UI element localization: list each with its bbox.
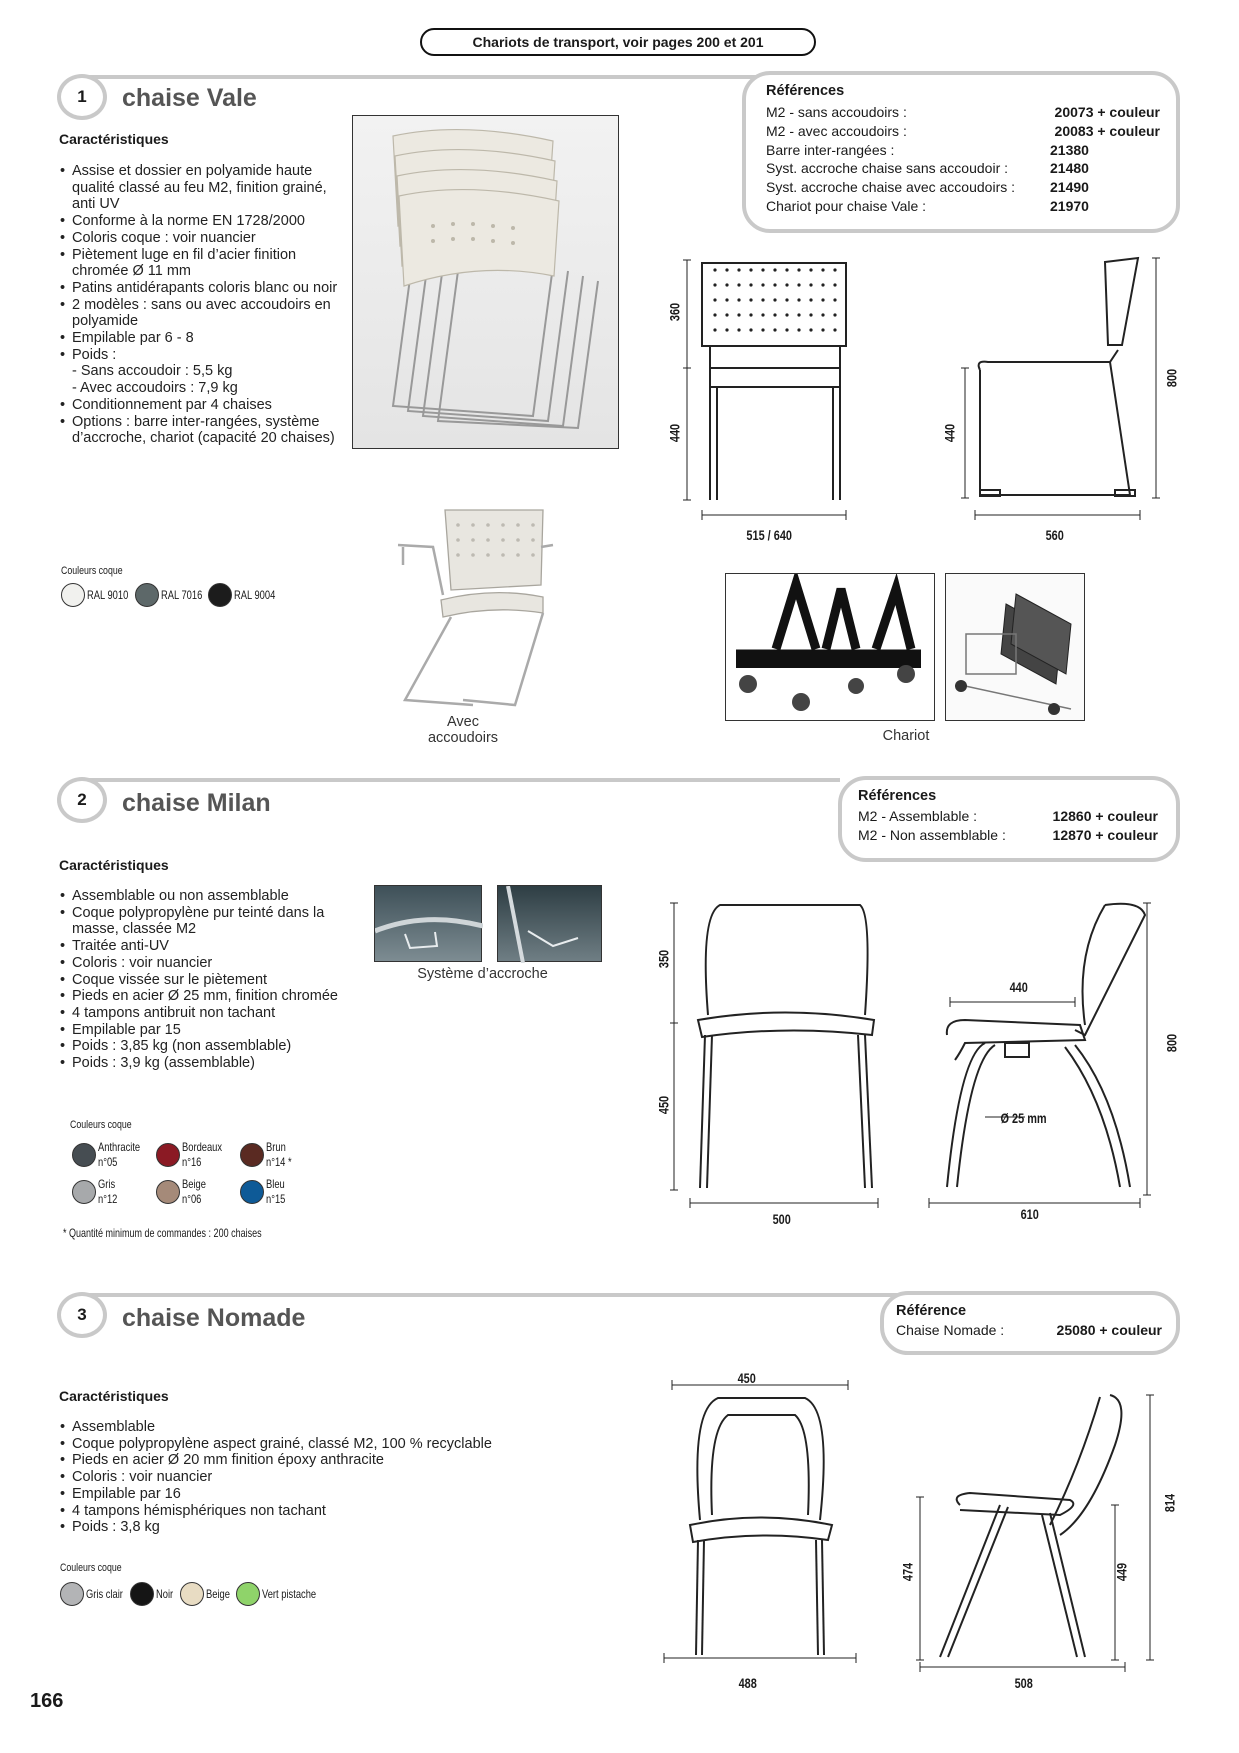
nomade-front-drawing <box>660 1370 860 1670</box>
feature-item: • Coloris coque : voir nuancier <box>59 230 349 247</box>
features-list <box>59 163 349 447</box>
reference-row: M2 - Non assemblable : 12870 + couleur <box>858 826 1158 843</box>
color-swatch[interactable] <box>72 1180 96 1204</box>
color-number: n°12 <box>98 1192 118 1206</box>
dimension-label: 360 <box>666 302 683 322</box>
feature-item: • Empilable par 15 <box>59 1022 349 1039</box>
transport-banner: Chariots de transport, voir pages 200 et 201 <box>420 28 816 56</box>
section-divider <box>80 75 760 79</box>
section-number: 3 <box>57 1292 107 1338</box>
color-label: RAL 9004 <box>234 588 276 602</box>
asterisk: * <box>287 1155 292 1169</box>
color-swatch[interactable] <box>240 1143 264 1167</box>
feature-item: • Piètement luge en fil d’acier finition chromée Ø 11 mm <box>59 247 349 280</box>
color-option <box>156 1140 233 1170</box>
color-option <box>240 1140 299 1170</box>
colors-heading: Couleurs coque <box>61 565 123 577</box>
features-heading: Caractéristiques <box>59 1388 169 1404</box>
feature-item: • Poids : 3,85 kg (non assemblable) <box>59 1038 349 1055</box>
feature-item: • Conditionnement par 4 chaises <box>59 397 349 414</box>
references-title: Références <box>766 83 845 99</box>
color-label: Gris clair <box>86 1587 123 1601</box>
dimension-label: 488 <box>738 1675 757 1691</box>
color-name: Bleu <box>266 1177 285 1191</box>
reference-row: Chariot pour chaise Vale : 21970 <box>766 197 1089 214</box>
colors-heading: Couleurs coque <box>60 1562 122 1574</box>
feature-item: • Coque polypropylène pur teinté dans la masse, classée M2 <box>59 905 349 938</box>
dimension-label: 440 <box>941 423 958 443</box>
section-title: chaise Milan <box>122 789 271 817</box>
color-swatch[interactable] <box>208 583 232 607</box>
feature-item: • Assemblable ou non assemblable <box>59 888 349 905</box>
color-number: n°16 <box>182 1155 202 1169</box>
references-title: Références <box>858 788 937 804</box>
color-label: Noir <box>156 1587 174 1601</box>
accroche-caption: Système d’accroche <box>417 966 548 982</box>
color-name: Brun <box>266 1140 286 1154</box>
references-box <box>742 71 1180 233</box>
dimension-label: 440 <box>1009 979 1028 995</box>
dimension-label: 560 <box>1045 527 1064 543</box>
color-option <box>156 1177 213 1207</box>
dimension-label: 508 <box>1014 1675 1033 1691</box>
feature-item: • 4 tampons antibruit non tachant <box>59 1005 349 1022</box>
vale-side-drawing <box>940 250 1170 540</box>
dimension-label: 610 <box>1020 1206 1039 1222</box>
reference-row: M2 - sans accoudoirs : 20073 + couleur <box>766 104 1160 120</box>
feature-subitem: - Sans accoudoir : 5,5 kg <box>72 363 233 380</box>
dimension-label: 450 <box>737 1370 756 1386</box>
feature-item: • Assemblable <box>59 1419 579 1436</box>
section-number: 2 <box>57 777 107 823</box>
feature-item: • Patins antidérapants coloris blanc ou noir <box>59 280 349 297</box>
color-name: Bordeaux <box>182 1140 223 1154</box>
accroche-photo <box>374 885 482 962</box>
color-swatch[interactable] <box>135 583 159 607</box>
vale-front-drawing <box>655 250 875 550</box>
milan-side-drawing <box>925 895 1165 1225</box>
dimension-label: 800 <box>1163 368 1180 388</box>
color-swatch[interactable] <box>156 1180 180 1204</box>
feature-item: • Options : barre inter-rangées, système d’accroche, chariot (capacité 20 chaises) <box>59 414 349 447</box>
dimension-label: 500 <box>772 1211 791 1227</box>
color-swatch[interactable] <box>60 1582 84 1606</box>
dimension-label: 450 <box>655 1095 672 1115</box>
feature-item: • Poids : <box>59 347 349 364</box>
color-label: RAL 7016 <box>161 588 203 602</box>
features-list <box>59 888 349 1072</box>
chariot-loaded-illustration <box>946 574 1086 722</box>
chariot-loaded-photo <box>945 573 1085 721</box>
feature-item: • Coque polypropylène aspect grainé, classé M2, 100 % recyclable <box>59 1436 579 1453</box>
section-divider <box>80 1293 900 1297</box>
reference-row: Syst. accroche chaise sans accoudoir : 21480 <box>766 160 1089 177</box>
color-label: RAL 9010 <box>87 588 129 602</box>
color-option <box>240 1177 291 1207</box>
chariot-illustration <box>726 574 936 722</box>
accroche-illustration-2 <box>498 886 603 963</box>
color-number: n°06 <box>182 1192 202 1206</box>
stacked-chairs-photo <box>352 115 619 449</box>
section-title: chaise Nomade <box>122 1304 306 1332</box>
color-name: Anthracite <box>98 1140 141 1154</box>
nomade-side-drawing <box>900 1385 1170 1675</box>
page-number: 166 <box>30 1690 64 1712</box>
references-title: Référence <box>896 1303 967 1319</box>
color-label: Beige <box>206 1587 230 1601</box>
accroche-illustration <box>375 886 483 963</box>
section-number: 1 <box>57 74 107 120</box>
feature-item: • Coloris : voir nuancier <box>59 955 349 972</box>
feature-item: • Poids : 3,8 kg <box>59 1519 579 1536</box>
dimension-label: Ø 25 mm <box>1000 1110 1047 1126</box>
dimension-label: 515 / 640 <box>746 527 792 543</box>
reference-row: Barre inter-rangées : 21380 <box>766 141 1089 158</box>
feature-item: • Coloris : voir nuancier <box>59 1469 579 1486</box>
color-swatch[interactable] <box>180 1582 204 1606</box>
color-number: n°05 <box>98 1155 118 1169</box>
stacked-chairs-illustration <box>353 116 620 450</box>
accroche-photo-2 <box>497 885 602 962</box>
color-swatch[interactable] <box>156 1143 180 1167</box>
feature-item: • Assise et dossier en polyamide haute qualité classé au feu M2, finition grainé, anti UV <box>59 163 349 213</box>
dimension-label: 440 <box>666 423 683 443</box>
milan-front-drawing <box>660 895 890 1225</box>
feature-item: • Poids : 3,9 kg (assemblable) <box>59 1055 349 1072</box>
feature-item: • 2 modèles : sans ou avec accoudoirs en polyamide <box>59 297 349 330</box>
references-box <box>880 1291 1180 1355</box>
feature-item: • Pieds en acier Ø 20 mm finition époxy anthracite <box>59 1452 579 1469</box>
armchair-caption: Avec accoudoirs <box>427 714 499 746</box>
feature-item: • 4 tampons hémisphériques non tachant <box>59 1503 579 1520</box>
armchair-illustration <box>393 505 563 715</box>
dimension-label: 814 <box>1161 1493 1178 1513</box>
feature-item: • Coque vissée sur le piètement <box>59 972 349 989</box>
chariot-caption: Chariot <box>882 728 930 744</box>
color-label: Vert pistache <box>262 1587 317 1601</box>
color-option <box>72 1177 123 1207</box>
features-heading: Caractéristiques <box>59 131 169 147</box>
reference-row: M2 - avec accoudoirs : 20083 + couleur <box>766 122 1160 139</box>
dimension-label: 449 <box>1113 1562 1130 1582</box>
feature-item: • Empilable par 6 - 8 <box>59 330 349 347</box>
color-swatch[interactable] <box>61 583 85 607</box>
feature-item: • Traitée anti-UV <box>59 938 349 955</box>
color-swatches <box>61 583 287 607</box>
reference-row: M2 - Assemblable : 12860 + couleur <box>858 808 1158 824</box>
color-number: n°15 <box>266 1192 286 1206</box>
section-divider <box>80 778 840 782</box>
features-heading: Caractéristiques <box>59 857 169 873</box>
color-swatch[interactable] <box>130 1582 154 1606</box>
color-swatches <box>60 1582 331 1606</box>
feature-item: • Empilable par 16 <box>59 1486 579 1503</box>
feature-item: • Pieds en acier Ø 25 mm, finition chromée <box>59 988 349 1005</box>
color-swatch[interactable] <box>240 1180 264 1204</box>
feature-item: • Conforme à la norme EN 1728/2000 <box>59 213 349 230</box>
reference-row: Chaise Nomade : 25080 + couleur <box>896 1322 1162 1338</box>
features-list <box>59 1419 579 1536</box>
color-swatch[interactable] <box>72 1143 96 1167</box>
dimension-label: 474 <box>899 1562 916 1582</box>
references-box <box>838 776 1180 862</box>
min-order-note: * Quantité minimum de commandes : 200 chaises <box>63 1226 262 1240</box>
section-title: chaise Vale <box>122 84 257 112</box>
color-name: Beige <box>182 1177 206 1191</box>
color-swatch[interactable] <box>236 1582 260 1606</box>
feature-subitem: - Avec accoudoirs : 7,9 kg <box>72 380 238 397</box>
dimension-label: 800 <box>1163 1033 1180 1053</box>
chariot-photo <box>725 573 935 721</box>
color-name: Gris <box>98 1177 116 1191</box>
color-option <box>72 1140 152 1170</box>
colors-heading: Couleurs coque <box>70 1119 132 1131</box>
reference-row: Syst. accroche chaise avec accoudoirs : 21490 <box>766 179 1089 196</box>
color-number: n°14 <box>266 1155 286 1169</box>
dimension-label: 350 <box>655 949 672 969</box>
